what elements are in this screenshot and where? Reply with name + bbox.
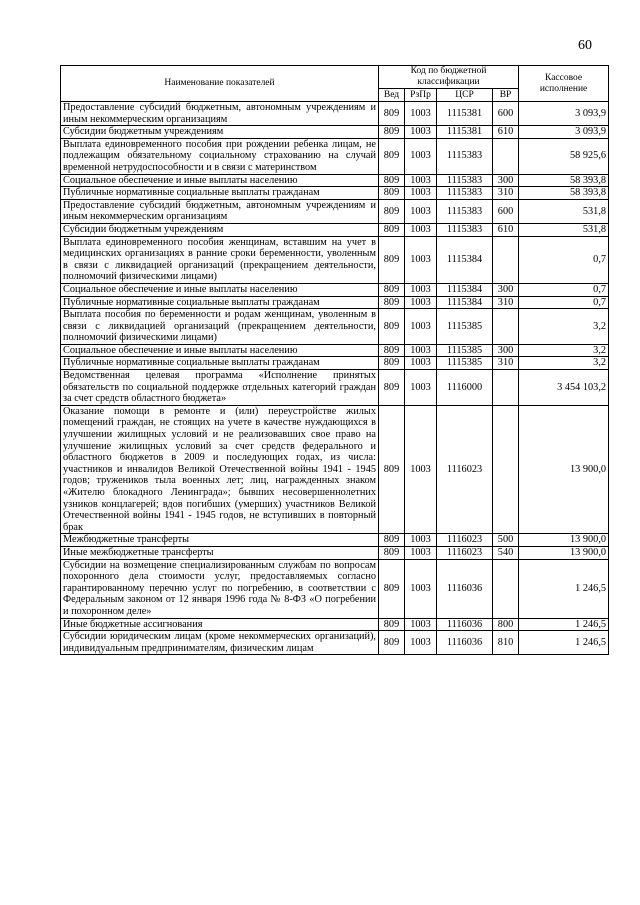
cell-amount: 531,8 [519, 199, 609, 223]
cell-vr [493, 309, 519, 345]
cell-rzpr: 1003 [405, 283, 437, 296]
header-row [61, 66, 609, 89]
cell-vr: 540 [493, 546, 519, 559]
cell-name: Иные бюджетные ассигнования [61, 618, 379, 631]
cell-rzpr: 1003 [405, 546, 437, 559]
cell-name: Выплата единовременного пособия женщинам, вставшим на учет в медицинских организациях в ранние сроки беременности, уволенным в связи с ликвидацией организаций (прекращением деятельности, полномочий физическими лицами) [61, 236, 379, 283]
table-row [61, 296, 609, 309]
cell-ved: 809 [379, 309, 405, 345]
table-row [61, 187, 609, 200]
cell-vr: 800 [493, 618, 519, 631]
table-row [61, 199, 609, 223]
cell-ved: 809 [379, 223, 405, 236]
cell-csr: 1115381 [437, 102, 493, 126]
cell-ved: 809 [379, 618, 405, 631]
table-header [61, 66, 609, 102]
table-row [61, 618, 609, 631]
table-row [61, 534, 609, 547]
table-row [61, 138, 609, 174]
cell-vr: 600 [493, 199, 519, 223]
cell-rzpr: 1003 [405, 102, 437, 126]
table-row [61, 546, 609, 559]
cell-ved: 809 [379, 126, 405, 139]
cell-vr: 500 [493, 534, 519, 547]
cell-name: Оказание помощи в ремонте и (или) переустройстве жилых помещений граждан, не стоящих на учете в качестве нуждающихся в улучшении жилищных условий и не реализовавших свое право на улучшение жилищных условий за счет средств федерального и областного бюджетов в 2009 и последующих годах, из числа: участников и инвалидов Великой Отечественной войны 1941 - 1945 годов; тружеников тыла военных лет; лиц, награжденных знаком «Жителю блокадного Ленинграда»; бывших несовершеннолетних узников концлагерей; вдов погибших (умерших) участников Великой Отечественной войны 1941 - 1945 годов, не вступивших в повторный брак [61, 405, 379, 534]
cell-ved: 809 [379, 283, 405, 296]
header-vr: ВР [493, 89, 519, 102]
cell-ved: 809 [379, 631, 405, 655]
cell-csr: 1115384 [437, 236, 493, 283]
cell-ved: 809 [379, 559, 405, 618]
cell-rzpr: 1003 [405, 199, 437, 223]
cell-vr: 600 [493, 102, 519, 126]
cell-csr: 1115383 [437, 187, 493, 200]
cell-rzpr: 1003 [405, 138, 437, 174]
cell-name: Публичные нормативные социальные выплаты гражданам [61, 187, 379, 200]
cell-amount: 3,2 [519, 309, 609, 345]
table-row [61, 126, 609, 139]
cell-ved: 809 [379, 370, 405, 406]
cell-rzpr: 1003 [405, 309, 437, 345]
cell-ved: 809 [379, 546, 405, 559]
cell-amount: 58 925,6 [519, 138, 609, 174]
cell-vr: 810 [493, 631, 519, 655]
cell-ved: 809 [379, 296, 405, 309]
cell-amount: 13 900,0 [519, 405, 609, 534]
cell-ved: 809 [379, 174, 405, 187]
cell-csr: 1115385 [437, 309, 493, 345]
cell-vr [493, 405, 519, 534]
cell-name: Иные межбюджетные трансферты [61, 546, 379, 559]
cell-csr: 1116023 [437, 534, 493, 547]
cell-rzpr: 1003 [405, 296, 437, 309]
cell-rzpr: 1003 [405, 236, 437, 283]
header-indicator: Наименование показателей [61, 66, 379, 102]
cell-name: Субсидии бюджетным учреждениям [61, 223, 379, 236]
cell-rzpr: 1003 [405, 559, 437, 618]
cell-ved: 809 [379, 102, 405, 126]
cell-name: Публичные нормативные социальные выплаты гражданам [61, 357, 379, 370]
cell-amount: 3 093,9 [519, 126, 609, 139]
table-row [61, 631, 609, 655]
page-number: 60 [578, 38, 592, 53]
cell-rzpr: 1003 [405, 187, 437, 200]
cell-vr: 300 [493, 283, 519, 296]
table-row [61, 405, 609, 534]
cell-amount: 0,7 [519, 283, 609, 296]
cell-ved: 809 [379, 357, 405, 370]
cell-name: Субсидии юридическим лицам (кроме некоммерческих организаций), индивидуальным предпринимателям, физическим лицам [61, 631, 379, 655]
table-row [61, 174, 609, 187]
cell-name: Выплата пособия по беременности и родам женщинам, уволенным в связи с ликвидацией организаций (прекращением деятельности, полномочий физическими лицами) [61, 309, 379, 345]
table-row [61, 223, 609, 236]
cell-csr: 1115384 [437, 296, 493, 309]
cell-name: Социальное обеспечение и иные выплаты населению [61, 174, 379, 187]
cell-csr: 1115383 [437, 138, 493, 174]
cell-csr: 1116036 [437, 559, 493, 618]
table-row [61, 283, 609, 296]
cell-vr [493, 236, 519, 283]
cell-rzpr: 1003 [405, 223, 437, 236]
cell-ved: 809 [379, 138, 405, 174]
cell-name: Публичные нормативные социальные выплаты гражданам [61, 296, 379, 309]
cell-csr: 1116023 [437, 405, 493, 534]
budget-table [60, 65, 609, 655]
table-row [61, 102, 609, 126]
cell-amount: 0,7 [519, 236, 609, 283]
cell-name: Субсидии на возмещение специализированным службам по вопросам похоронного дела стоимости услуг, предоставляемых согласно гарантированному перечню услуг по погребению, в соответствии с Федеральным законом от 12 января 1996 года № 8-ФЗ «О погребении и похоронном деле» [61, 559, 379, 618]
cell-name: Выплата единовременного пособия при рождении ребенка лицам, не подлежащим обязательному социальному страхованию на случай временной нетрудоспособности и в связи с материнством [61, 138, 379, 174]
cell-amount: 58 393,8 [519, 187, 609, 200]
cell-amount: 3 093,9 [519, 102, 609, 126]
cell-name: Социальное обеспечение и иные выплаты населению [61, 344, 379, 357]
cell-vr [493, 138, 519, 174]
cell-vr: 300 [493, 174, 519, 187]
cell-rzpr: 1003 [405, 370, 437, 406]
cell-name: Предоставление субсидий бюджетным, автономным учреждениям и иным некоммерческим организациям [61, 199, 379, 223]
cell-vr [493, 370, 519, 406]
table-row [61, 370, 609, 406]
cell-ved: 809 [379, 199, 405, 223]
cell-ved: 809 [379, 236, 405, 283]
cell-csr: 1115383 [437, 223, 493, 236]
cell-vr: 610 [493, 126, 519, 139]
cell-rzpr: 1003 [405, 357, 437, 370]
cell-vr: 300 [493, 344, 519, 357]
header-budget-code: Код по бюджетной классификации [379, 66, 519, 89]
cell-rzpr: 1003 [405, 534, 437, 547]
cell-amount: 1 246,5 [519, 618, 609, 631]
cell-rzpr: 1003 [405, 344, 437, 357]
cell-rzpr: 1003 [405, 174, 437, 187]
table-row [61, 309, 609, 345]
cell-csr: 1115383 [437, 199, 493, 223]
cell-amount: 3,2 [519, 344, 609, 357]
cell-csr: 1115385 [437, 357, 493, 370]
cell-vr: 610 [493, 223, 519, 236]
cell-ved: 809 [379, 405, 405, 534]
cell-rzpr: 1003 [405, 126, 437, 139]
cell-amount: 13 900,0 [519, 546, 609, 559]
cell-rzpr: 1003 [405, 405, 437, 534]
table-row [61, 344, 609, 357]
cell-csr: 1116036 [437, 618, 493, 631]
cell-csr: 1116000 [437, 370, 493, 406]
cell-vr: 310 [493, 357, 519, 370]
cell-amount: 58 393,8 [519, 174, 609, 187]
cell-csr: 1115383 [437, 174, 493, 187]
cell-amount: 3,2 [519, 357, 609, 370]
cell-name: Субсидии бюджетным учреждениям [61, 126, 379, 139]
cell-csr: 1115384 [437, 283, 493, 296]
cell-ved: 809 [379, 534, 405, 547]
cell-vr [493, 559, 519, 618]
table-row [61, 357, 609, 370]
cell-csr: 1115385 [437, 344, 493, 357]
cell-amount: 531,8 [519, 223, 609, 236]
cell-name: Межбюджетные трансферты [61, 534, 379, 547]
cell-amount: 1 246,5 [519, 559, 609, 618]
table-row [61, 559, 609, 618]
cell-amount: 1 246,5 [519, 631, 609, 655]
header-rzpr: РзПр [405, 89, 437, 102]
header-ved: Вед [379, 89, 405, 102]
cell-csr: 1115381 [437, 126, 493, 139]
table-body [61, 102, 609, 655]
table-row [61, 236, 609, 283]
cell-vr: 310 [493, 296, 519, 309]
cell-csr: 1116023 [437, 546, 493, 559]
cell-rzpr: 1003 [405, 618, 437, 631]
cell-ved: 809 [379, 344, 405, 357]
cell-name: Социальное обеспечение и иные выплаты населению [61, 283, 379, 296]
cell-name: Ведомственная целевая программа «Исполнение принятых обязательств по социальной поддержке отдельных категорий граждан за счет средств областного бюджета» [61, 370, 379, 406]
cell-ved: 809 [379, 187, 405, 200]
cell-amount: 13 900,0 [519, 534, 609, 547]
cell-vr: 310 [493, 187, 519, 200]
cell-csr: 1116036 [437, 631, 493, 655]
header-cash-execution: Кассовое исполнение [519, 66, 609, 102]
header-csr: ЦСР [437, 89, 493, 102]
cell-rzpr: 1003 [405, 631, 437, 655]
cell-amount: 3 454 103,2 [519, 370, 609, 406]
cell-amount: 0,7 [519, 296, 609, 309]
cell-name: Предоставление субсидий бюджетным, автономным учреждениям и иным некоммерческим организациям [61, 102, 379, 126]
